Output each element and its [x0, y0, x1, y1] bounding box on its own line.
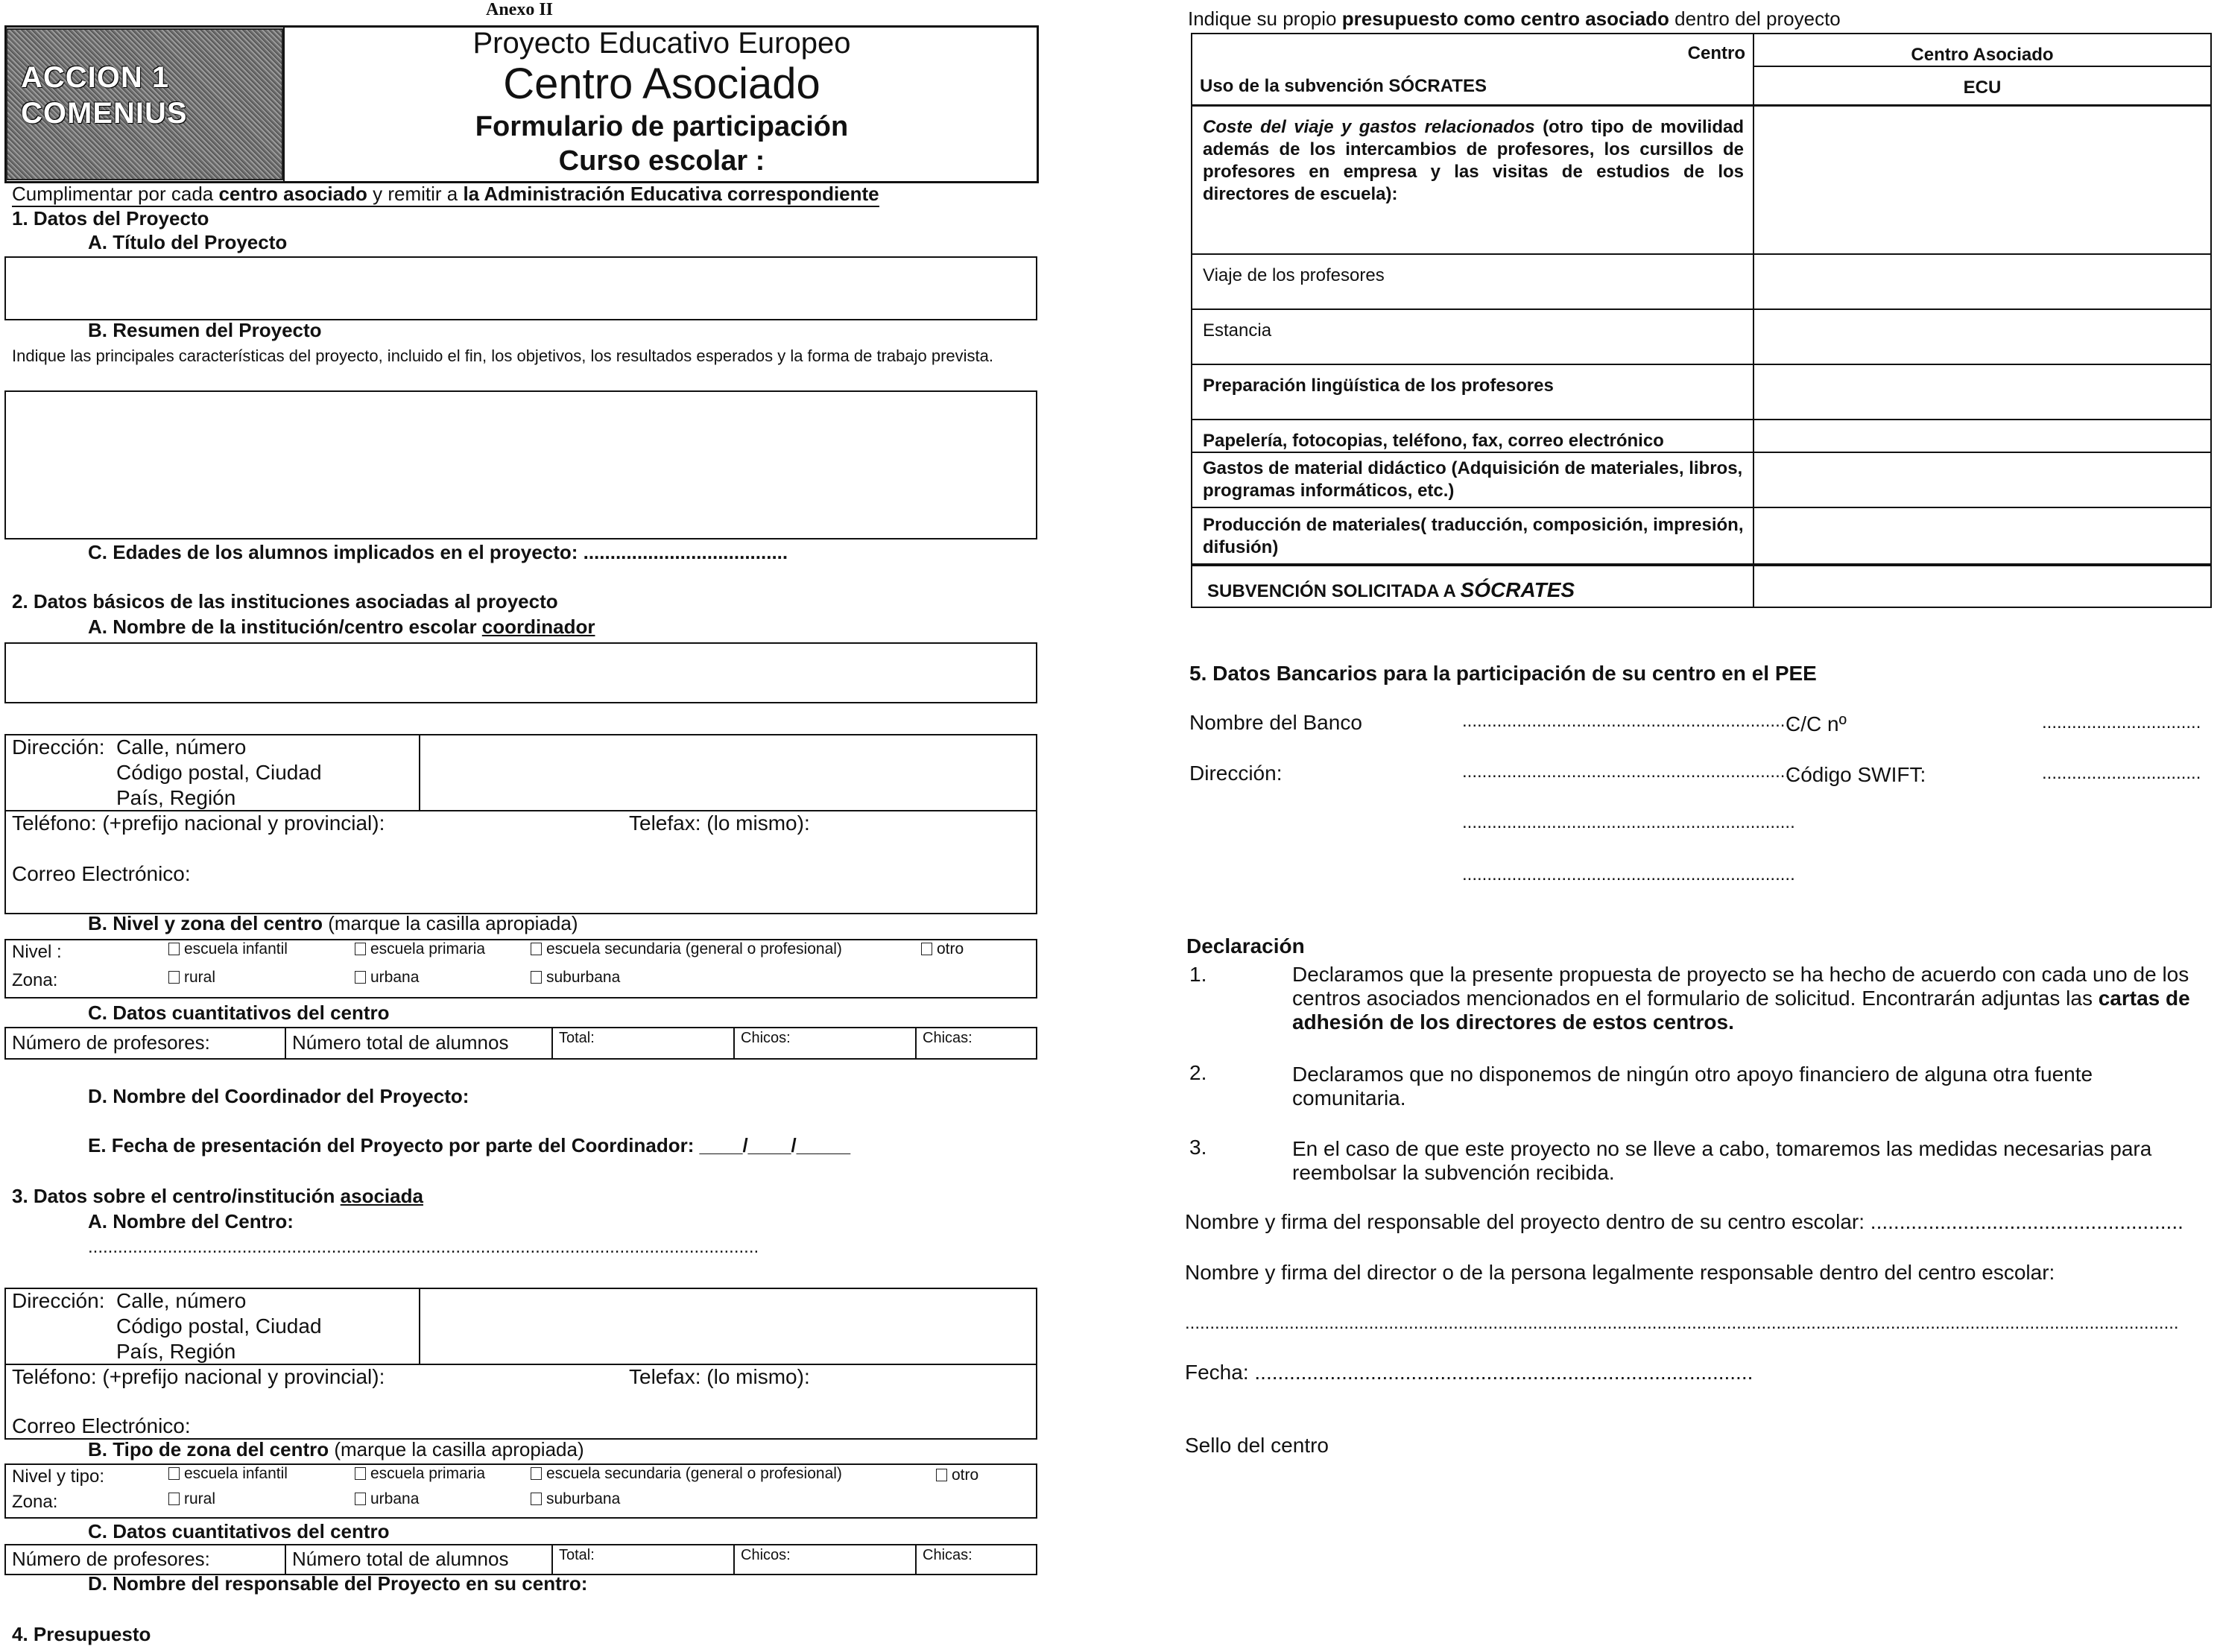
- checkbox-icon: [936, 1469, 947, 1481]
- checkbox-icon: [168, 943, 180, 955]
- checkbox-icon: [531, 971, 542, 984]
- chicas-label: Chicas:: [923, 1030, 973, 1046]
- s3-heading: [12, 1185, 423, 1208]
- dir-line3: País, Región: [116, 1340, 236, 1363]
- cell-num-alum: [286, 1028, 553, 1058]
- checkbox-infantil[interactable]: [168, 940, 288, 958]
- direccion-dots-2[interactable]: ...................................................................: [1462, 812, 1795, 832]
- direccion-dots-3[interactable]: ...................................................................: [1462, 864, 1795, 884]
- title-formulario: Formulario de participación: [475, 111, 849, 142]
- checkbox-rural[interactable]: [168, 1490, 215, 1508]
- budget-value-row6[interactable]: [1754, 453, 2210, 507]
- annex-label: Anexo II: [486, 0, 554, 19]
- checkbox-icon: [355, 1493, 366, 1505]
- opt-secundaria-label: escuela secundaria (general o profesional): [546, 1465, 842, 1482]
- zona-label: Zona:: [12, 1492, 58, 1512]
- decl-item-1: [1292, 963, 2212, 1034]
- email-label: Correo Electrónico:: [12, 862, 191, 885]
- chicos-label: Chicos:: [741, 1547, 791, 1563]
- banco-label: Nombre del Banco: [1189, 711, 1362, 734]
- checkbox-infantil[interactable]: [168, 1465, 288, 1483]
- budget-value-row1[interactable]: [1754, 106, 2210, 253]
- s3-d-responsable: D. Nombre del responsable del Proyecto en su centro:: [88, 1572, 588, 1595]
- budget-intro-bold: presupuesto como centro asociado: [1341, 7, 1669, 30]
- tel-label: Teléfono: (+prefijo nacional y provincial):: [12, 1365, 385, 1388]
- title-centro-asociado: Centro Asociado: [503, 60, 820, 108]
- num-alum-label: Número total de alumnos: [292, 1031, 509, 1054]
- cell-chicos[interactable]: [735, 1545, 917, 1574]
- fax-label: Telefax: (lo mismo):: [629, 1365, 810, 1388]
- firma-director-label: Nombre y firma del director o de la persona legalmente responsable dentro del centro escolar:: [1185, 1261, 2055, 1284]
- checkbox-primaria[interactable]: [355, 1465, 485, 1483]
- decl-num-1: 1.: [1189, 963, 1207, 986]
- budget-row1-italic: Coste del viaje y gastos relacionados: [1203, 117, 1535, 137]
- opt-otro-label: otro: [937, 940, 964, 958]
- checkbox-icon: [921, 943, 932, 955]
- s1-b-desc: Indique las principales características del proyecto, incluido el fin, los objetivos, los resultados esperados y la forma de trabajo prevista.: [12, 346, 994, 365]
- checkbox-icon: [531, 1493, 542, 1505]
- tel-label: Teléfono: (+prefijo nacional y provincial):: [12, 811, 385, 835]
- banco-dots[interactable]: ...................................................................: [1462, 711, 1795, 731]
- email-label: Correo Electrónico:: [12, 1414, 191, 1437]
- cell-total[interactable]: [553, 1545, 735, 1574]
- budget-hdr-ecu: ECU: [1963, 77, 2002, 98]
- budget-total-pre: SUBVENCIÓN SOLICITADA A: [1207, 581, 1461, 601]
- firma-director-dots[interactable]: ........................................................................................................................................................................................................: [1185, 1313, 2179, 1333]
- budget-value-row4[interactable]: [1754, 365, 2210, 419]
- decl-item-1-bold: cartas de adhesión de los directores de estos centros.: [1292, 987, 2190, 1034]
- budget-row-material-didactico: Gastos de material didáctico (Adquisición de materiales, libros, programas informáticos, etc.): [1203, 458, 1743, 501]
- budget-value-row7[interactable]: [1754, 508, 2210, 563]
- decl-item-2: Declaramos que no disponemos de ningún otro apoyo financiero de alguna otra fuente comunitaria.: [1292, 1063, 2093, 1110]
- comenius-logo: [6, 28, 283, 180]
- decl-num-3: 3.: [1189, 1136, 1207, 1159]
- opt-infantil-label: escuela infantil: [184, 1465, 288, 1482]
- checkbox-rural[interactable]: [168, 969, 215, 987]
- budget-hdr-col: Centro Asociado: [1911, 45, 2054, 65]
- s2-b-rest: (marque la casilla apropiada): [322, 912, 578, 934]
- s2-d-coordinador: D. Nombre del Coordinador del Proyecto:: [88, 1085, 469, 1107]
- s4-heading: 4. Presupuesto: [12, 1623, 151, 1645]
- opt-infantil-label: escuela infantil: [184, 940, 288, 958]
- s3-a-dots: .......................................................................................................................................: [88, 1237, 759, 1257]
- checkbox-icon: [355, 971, 366, 984]
- s2-b-label: [88, 912, 578, 935]
- checkbox-urbana[interactable]: [355, 1490, 419, 1508]
- s2-heading: 2. Datos básicos de las instituciones asociadas al proyecto: [12, 590, 558, 613]
- titulo-proyecto-field[interactable]: [4, 256, 1037, 320]
- fax-label: Telefax: (lo mismo):: [629, 811, 810, 835]
- instruction-line: [12, 183, 879, 207]
- chicos-label: Chicos:: [741, 1030, 791, 1046]
- dir-line3: País, Región: [116, 786, 236, 809]
- nivel-label: Nivel :: [12, 942, 62, 962]
- opt-rural-label: rural: [184, 1490, 216, 1507]
- s1-a-label: A. Título del Proyecto: [88, 231, 288, 253]
- cell-total[interactable]: [553, 1028, 735, 1058]
- budget-row-estancia: Estancia: [1203, 320, 1272, 341]
- dir-value-field[interactable]: [420, 1289, 1037, 1365]
- checkbox-secundaria[interactable]: [531, 1465, 842, 1483]
- s2-b-bold: B. Nivel y zona del centro: [88, 912, 323, 934]
- num-prof-label: Número de profesores:: [12, 1031, 210, 1054]
- num-prof-label: Número de profesores:: [12, 1548, 210, 1570]
- s2-c-label: C. Datos cuantitativos del centro: [88, 1001, 390, 1024]
- instruction-pre: Cumplimentar por cada: [12, 183, 219, 205]
- dir-value-field[interactable]: [420, 735, 1037, 811]
- budget-row-viaje-profesores: Viaje de los profesores: [1203, 265, 1385, 285]
- opt-urbana-label: urbana: [370, 969, 420, 986]
- budget-value-row2[interactable]: [1754, 255, 2210, 308]
- checkbox-suburbana[interactable]: [531, 969, 620, 987]
- s3-c-label: C. Datos cuantitativos del centro: [88, 1520, 390, 1542]
- opt-otro-label: otro: [952, 1466, 979, 1484]
- s1-b-label: B. Resumen del Proyecto: [88, 319, 322, 341]
- dir-line1: Calle, número: [116, 1289, 247, 1312]
- budget-total-label: [1207, 578, 1575, 602]
- s2-a-label: [88, 615, 595, 639]
- chicas-label: Chicas:: [923, 1547, 973, 1563]
- budget-intro-pre: Indique su propio: [1188, 7, 1342, 30]
- s5-heading: 5. Datos Bancarios para la participación de su centro en el PEE: [1189, 662, 1817, 685]
- budget-row-preparacion: Preparación lingüística de los profesores: [1203, 376, 1554, 396]
- cell-chicas[interactable]: [917, 1545, 1036, 1574]
- swift-label: Código SWIFT:: [1786, 763, 1926, 786]
- asociado-address-box: [4, 1288, 1037, 1440]
- resumen-proyecto-field[interactable]: [4, 390, 1037, 539]
- nivel-tipo-label: Nivel y tipo:: [12, 1466, 105, 1487]
- direccion-label: Dirección:: [1189, 762, 1283, 785]
- decl-item-1-text: Declaramos que la presente propuesta de proyecto se ha hecho de acuerdo con cada uno de los centros asociados mencionados en el formulario de solicitud. Encontrarán adjuntas las: [1292, 963, 2189, 1010]
- checkbox-icon: [168, 1493, 180, 1505]
- checkbox-icon: [355, 1467, 366, 1480]
- tipo-zona-box: [4, 1463, 1037, 1519]
- budget-row-produccion: Producción de materiales( traducción, composición, impresión, difusión): [1203, 515, 1744, 557]
- s2-a-underlined: coordinador: [481, 615, 595, 638]
- decl-heading: Declaración: [1186, 934, 1305, 958]
- cuantitativos-table: [4, 1544, 1037, 1575]
- cell-chicos[interactable]: [735, 1028, 917, 1058]
- instruction-bold1: centro asociado: [218, 183, 367, 205]
- decl-item-3: En el caso de que este proyecto no se lleve a cabo, tomaremos las medidas necesarias para reembolsar la subvención recibida.: [1292, 1137, 2152, 1184]
- zona-label: Zona:: [12, 970, 58, 990]
- firma-responsable[interactable]: Nombre y firma del responsable del proyecto dentro de su centro escolar: ......................................................: [1185, 1210, 2183, 1233]
- total-label: Total:: [559, 1547, 595, 1563]
- dir-label: Dirección:: [12, 735, 105, 759]
- budget-hdr-uso: Uso de la subvención SÓCRATES: [1200, 76, 1487, 96]
- cell-num-prof: [6, 1028, 286, 1058]
- direccion-dots[interactable]: ...................................................................: [1462, 762, 1795, 782]
- checkbox-icon: [168, 1467, 180, 1480]
- sello-label: Sello del centro: [1185, 1434, 1329, 1457]
- swift-dots[interactable]: ................................: [2042, 763, 2201, 783]
- coordinador-name-field[interactable]: [4, 642, 1037, 703]
- opt-suburbana-label: suburbana: [546, 969, 621, 986]
- budget-row-papeleria: Papelería, fotocopias, teléfono, fax, correo electrónico: [1203, 431, 1664, 451]
- num-alum-label: Número total de alumnos: [292, 1548, 509, 1570]
- cc-label: C/C nº: [1786, 712, 1847, 735]
- checkbox-icon: [531, 943, 542, 955]
- budget-intro-post: dentro del proyecto: [1669, 7, 1841, 30]
- budget-row1-rest: (otro tipo de movilidad además de los intercambios de profesores, los cursillos de profesores en empresa y las visitas de estudios de los directores de escuela):: [1203, 117, 1744, 204]
- s3-b-label: [88, 1438, 584, 1461]
- s1-c-edades: C. Edades de los alumnos implicados en el proyecto: ......................................: [88, 541, 788, 563]
- checkbox-icon: [168, 971, 180, 984]
- checkbox-icon: [355, 943, 366, 955]
- total-label: Total:: [559, 1030, 595, 1046]
- checkbox-icon: [531, 1467, 542, 1480]
- opt-secundaria-label: escuela secundaria (general o profesional): [546, 940, 842, 958]
- s3-heading-underlined: asociada: [340, 1185, 423, 1207]
- coordinador-address-box: [4, 734, 1037, 914]
- instruction-mid: y remitir a: [367, 183, 464, 205]
- opt-rural-label: rural: [184, 969, 216, 986]
- s3-heading-pre: 3. Datos sobre el centro/institución: [12, 1185, 341, 1207]
- budget-hdr-rule: [1754, 66, 2210, 67]
- title-proyecto: Proyecto Educativo Europeo: [472, 27, 851, 60]
- s3-b-bold: B. Tipo de zona del centro: [88, 1438, 329, 1460]
- s2-a-pre: A. Nombre de la institución/centro escolar: [88, 615, 482, 638]
- s2-e-fecha: E. Fecha de presentación del Proyecto por parte del Coordinador: ____/____/_____: [88, 1134, 851, 1156]
- opt-primaria-label: escuela primaria: [370, 1465, 486, 1482]
- cc-dots[interactable]: ................................: [2042, 712, 2201, 732]
- budget-row-viaje-gastos: [1203, 116, 1744, 206]
- s3-b-rest: (marque la casilla apropiada): [329, 1438, 584, 1460]
- cell-num-prof: [6, 1545, 286, 1574]
- dir-line2: Código postal, Ciudad: [116, 761, 322, 784]
- dir-label: Dirección:: [12, 1289, 105, 1312]
- s3-a-label: A. Nombre del Centro:: [88, 1210, 294, 1232]
- budget-total-italic: SÓCRATES: [1460, 578, 1575, 601]
- instruction-bold2: la Administración Educativa correspondiente: [463, 183, 879, 205]
- s1-heading: 1. Datos del Proyecto: [12, 207, 209, 230]
- logo-line2: COMENIUS: [21, 97, 188, 130]
- cell-chicas[interactable]: [917, 1028, 1036, 1058]
- fecha-field[interactable]: Fecha: ......................................................................................: [1185, 1361, 1753, 1384]
- cell-num-alum: [286, 1545, 553, 1574]
- opt-urbana-label: urbana: [370, 1490, 420, 1507]
- budget-intro: [1188, 7, 1841, 31]
- nivel-zona-box: [4, 939, 1037, 999]
- budget-value-row3[interactable]: [1754, 310, 2210, 364]
- checkbox-primaria[interactable]: [355, 940, 485, 958]
- cuantitativos-table: [4, 1027, 1037, 1060]
- budget-value-row5[interactable]: [1754, 420, 2210, 450]
- checkbox-suburbana[interactable]: [531, 1490, 620, 1508]
- opt-suburbana-label: suburbana: [546, 1490, 621, 1507]
- dir-line2: Código postal, Ciudad: [116, 1314, 322, 1338]
- header-title-area: [283, 27, 1039, 182]
- logo-line1: ACCION 1: [21, 61, 170, 94]
- title-curso: Curso escolar :: [558, 145, 765, 177]
- checkbox-otro[interactable]: [936, 1466, 978, 1484]
- decl-num-2: 2.: [1189, 1061, 1207, 1084]
- budget-hdr-centro: Centro: [1687, 43, 1745, 63]
- checkbox-secundaria[interactable]: [531, 940, 842, 958]
- checkbox-otro[interactable]: [921, 940, 964, 958]
- budget-value-total[interactable]: [1754, 566, 2210, 607]
- budget-table: [1191, 33, 2212, 608]
- checkbox-urbana[interactable]: [355, 969, 419, 987]
- dir-line1: Calle, número: [116, 735, 247, 759]
- opt-primaria-label: escuela primaria: [370, 940, 486, 958]
